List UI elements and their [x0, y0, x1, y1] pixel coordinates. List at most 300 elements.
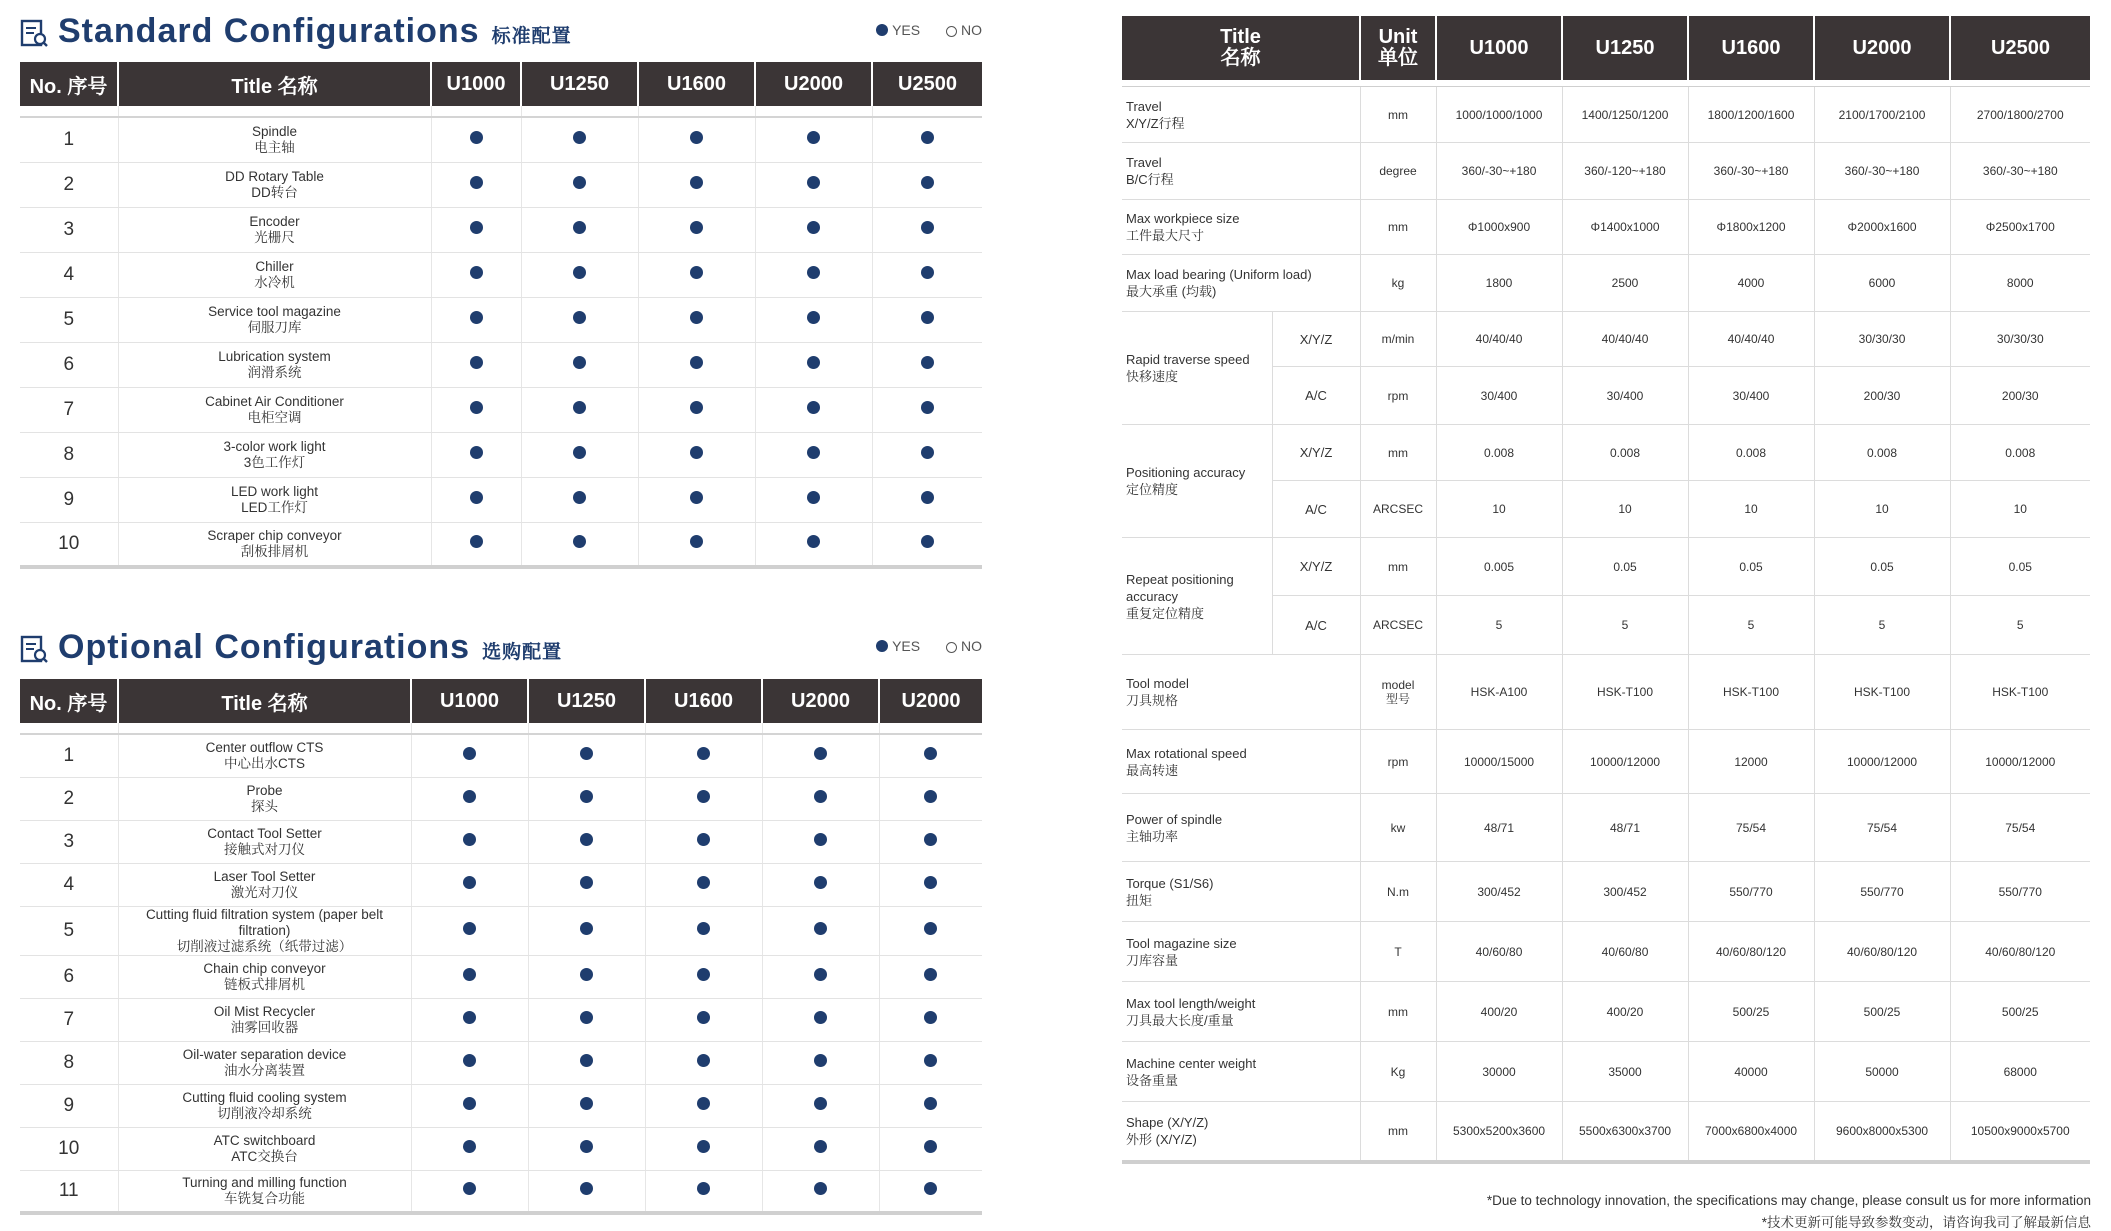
- legend: YES NO: [876, 638, 982, 654]
- yes-dot-icon: [876, 24, 888, 36]
- spec-unit-en: rpm: [1387, 754, 1409, 769]
- title-cn: 切削液过滤系统（纸带过滤）: [176, 938, 353, 954]
- yes-dot-icon: [470, 266, 483, 279]
- row-title: [118, 117, 431, 162]
- title-en: Lubrication system: [218, 348, 331, 364]
- yes-dot-icon: [690, 311, 703, 324]
- spec-value: Φ1800x1200: [1688, 200, 1814, 255]
- yes-dot-icon: [690, 266, 703, 279]
- spec-value: 1400/1250/1200: [1562, 87, 1688, 143]
- availability-cell: [762, 1084, 879, 1127]
- spec-value: 10: [1562, 481, 1688, 538]
- spec-label: [1122, 312, 1272, 425]
- spec-unit: [1360, 143, 1436, 200]
- availability-cell: [645, 777, 762, 820]
- spec-unit-en: N.m: [1387, 884, 1410, 899]
- row-title: [118, 998, 411, 1041]
- yes-dot-icon: [814, 922, 827, 935]
- header-model: U1600: [1688, 16, 1814, 80]
- title-en: LED work light: [230, 483, 319, 499]
- spec-row: [1122, 1042, 2090, 1102]
- spec-unit: [1360, 794, 1436, 862]
- yes-dot-icon: [580, 1140, 593, 1153]
- row-title: [118, 432, 431, 477]
- yes-dot-icon: [470, 401, 483, 414]
- table-row: [20, 1127, 982, 1170]
- yes-dot-icon: [697, 1011, 710, 1024]
- availability-cell: [431, 387, 521, 432]
- title-en: Encoder: [249, 213, 300, 229]
- yes-dot-icon: [814, 1182, 827, 1195]
- yes-dot-icon: [690, 176, 703, 189]
- availability-cell: [528, 1041, 645, 1084]
- table-row: [20, 522, 982, 567]
- yes-dot-icon: [807, 221, 820, 234]
- column-header: U1250: [528, 679, 645, 723]
- yes-dot-icon: [697, 1054, 710, 1067]
- spec-value: 5: [1562, 596, 1688, 655]
- spec-value: 40/40/40: [1688, 312, 1814, 367]
- availability-cell: [521, 162, 638, 207]
- yes-dot-icon: [470, 221, 483, 234]
- row-title: [118, 1127, 411, 1170]
- availability-cell: [638, 387, 755, 432]
- spec-axis: X/Y/Z: [1272, 425, 1360, 481]
- spec-unit: mm: [1360, 538, 1436, 596]
- table-row: [20, 777, 982, 820]
- spec-label-cn: 外形 (X/Y/Z): [1126, 1131, 1197, 1147]
- availability-cell: [762, 820, 879, 863]
- title-cn: 光栅尺: [254, 229, 295, 245]
- title-en: Oil Mist Recycler: [213, 1003, 316, 1019]
- yes-dot-icon: [573, 221, 586, 234]
- title-en: Cutting fluid cooling system: [182, 1089, 347, 1105]
- availability-cell: [645, 906, 762, 955]
- row-title: [118, 477, 431, 522]
- availability-cell: [872, 207, 982, 252]
- spec-value: 500/25: [1950, 982, 2090, 1042]
- column-header: Title 名称: [118, 679, 411, 723]
- spec-label-cn: B/C行程: [1126, 172, 1174, 187]
- availability-cell: [879, 1041, 982, 1084]
- availability-cell: [645, 1084, 762, 1127]
- availability-cell: [879, 1127, 982, 1170]
- yes-dot-icon: [573, 356, 586, 369]
- spec-unit: ARCSEC: [1360, 481, 1436, 538]
- yes-dot-icon: [697, 968, 710, 981]
- spec-unit: [1360, 1042, 1436, 1102]
- availability-cell: [762, 1041, 879, 1084]
- availability-cell: [431, 432, 521, 477]
- row-number: 5: [20, 906, 118, 955]
- yes-dot-icon: [573, 446, 586, 459]
- spec-unit-en: Kg: [1390, 1064, 1406, 1079]
- optional-title: Optional Configurations 选购配置: [58, 628, 563, 666]
- spec-label-en: Max tool length/weight: [1126, 995, 1256, 1011]
- availability-cell: [528, 820, 645, 863]
- title-cn: 3色工作灯: [243, 454, 306, 470]
- spec-value: 550/770: [1814, 862, 1950, 922]
- availability-cell: [755, 297, 872, 342]
- spec-value: 360/-30~+180: [1436, 143, 1562, 200]
- yes-dot-icon: [573, 535, 586, 548]
- title-cn: DD转台: [251, 184, 298, 200]
- optional-config-table: [20, 679, 982, 1215]
- yes-dot-icon: [470, 491, 483, 504]
- spec-label: [1122, 730, 1360, 794]
- spec-label-en: Shape (X/Y/Z): [1126, 1114, 1209, 1130]
- row-title: [118, 1041, 411, 1084]
- spec-value: 300/452: [1562, 862, 1688, 922]
- availability-cell: [411, 998, 528, 1041]
- spec-label-cn: 定位精度: [1126, 482, 1179, 497]
- spec-value: 0.005: [1436, 538, 1562, 596]
- row-number: 1: [20, 117, 118, 162]
- optional-section-header: [20, 626, 982, 672]
- availability-cell: [755, 207, 872, 252]
- spec-value: 75/54: [1688, 794, 1814, 862]
- availability-cell: [638, 522, 755, 567]
- yes-dot-icon: [690, 535, 703, 548]
- spec-value: 40/40/40: [1436, 312, 1562, 367]
- title-cn: 水冷机: [254, 274, 295, 290]
- spec-value: HSK-T100: [1814, 655, 1950, 730]
- title-cn: 车铣复合功能: [224, 1190, 305, 1206]
- row-number: 3: [20, 207, 118, 252]
- availability-cell: [638, 477, 755, 522]
- title-en: Cutting fluid filtration system (paper belt filtration): [145, 906, 384, 938]
- availability-cell: [762, 1170, 879, 1213]
- spec-label-cn: 刀具最大长度/重量: [1126, 1012, 1234, 1028]
- spec-label: [1122, 922, 1360, 982]
- availability-cell: [638, 252, 755, 297]
- header-title: Title 名称: [1122, 16, 1360, 80]
- spec-value: 1800: [1436, 255, 1562, 312]
- spec-value: 10000/15000: [1436, 730, 1562, 794]
- yes-dot-icon: [470, 311, 483, 324]
- spec-value: 0.05: [1562, 538, 1688, 596]
- spec-label-cn: 设备重量: [1126, 1072, 1179, 1088]
- yes-dot-icon: [580, 1097, 593, 1110]
- spec-row: [1122, 655, 2090, 730]
- spec-unit-cn: 型号: [1386, 692, 1411, 706]
- spec-label: [1122, 982, 1360, 1042]
- spec-label: [1122, 200, 1360, 255]
- availability-cell: [645, 1041, 762, 1084]
- spec-value: HSK-T100: [1562, 655, 1688, 730]
- spec-unit: [1360, 862, 1436, 922]
- spec-label-en: Max workpiece size: [1126, 211, 1240, 226]
- document-icon: [20, 18, 48, 48]
- column-header: U1000: [411, 679, 528, 723]
- header-model: U2500: [1950, 16, 2090, 80]
- yes-dot-icon: [580, 1182, 593, 1195]
- spec-value: 0.05: [1688, 538, 1814, 596]
- row-number: 4: [20, 252, 118, 297]
- yes-dot-icon: [807, 266, 820, 279]
- spec-unit: mm: [1360, 425, 1436, 481]
- spec-value: 12000: [1688, 730, 1814, 794]
- spec-value: 0.008: [1814, 425, 1950, 481]
- spec-value: 1000/1000/1000: [1436, 87, 1562, 143]
- availability-cell: [521, 387, 638, 432]
- yes-dot-icon: [924, 1054, 937, 1067]
- yes-dot-icon: [690, 491, 703, 504]
- standard-title: Standard Configurations 标准配置: [58, 12, 572, 50]
- yes-dot-icon: [807, 401, 820, 414]
- yes-dot-icon: [463, 922, 476, 935]
- spec-label-en: Tool model: [1126, 676, 1189, 691]
- yes-dot-icon: [690, 221, 703, 234]
- spec-value: 8000: [1950, 255, 2090, 312]
- yes-dot-icon: [580, 922, 593, 935]
- row-number: 1: [20, 734, 118, 777]
- spec-label-cn: 扭矩: [1126, 892, 1153, 908]
- yes-dot-icon: [921, 311, 934, 324]
- yes-dot-icon: [580, 876, 593, 889]
- spec-value: 50000: [1814, 1042, 1950, 1102]
- availability-cell: [528, 906, 645, 955]
- yes-dot-icon: [690, 401, 703, 414]
- spec-value: 68000: [1950, 1042, 2090, 1102]
- row-title: [118, 1084, 411, 1127]
- header-model: U1000: [1436, 16, 1562, 80]
- no-ring-icon: [946, 642, 957, 653]
- column-header: U1600: [645, 679, 762, 723]
- availability-cell: [755, 432, 872, 477]
- availability-cell: [872, 162, 982, 207]
- availability-cell: [872, 477, 982, 522]
- spec-unit-en: kw: [1390, 820, 1406, 835]
- title-cn: LED工作灯: [241, 499, 308, 515]
- spec-label: [1122, 425, 1272, 538]
- table-row: [20, 297, 982, 342]
- spec-unit: ARCSEC: [1360, 596, 1436, 655]
- yes-dot-icon: [921, 221, 934, 234]
- spec-value: 0.008: [1950, 425, 2090, 481]
- title-cn: 电柜空调: [247, 409, 302, 425]
- table-row: [20, 820, 982, 863]
- title-en: Scraper chip conveyor: [207, 527, 342, 543]
- column-header: U1250: [521, 62, 638, 106]
- spec-value: 40/60/80/120: [1950, 922, 2090, 982]
- availability-cell: [879, 955, 982, 998]
- row-number: 9: [20, 477, 118, 522]
- yes-dot-icon: [573, 491, 586, 504]
- availability-cell: [431, 252, 521, 297]
- availability-cell: [431, 342, 521, 387]
- row-title: [118, 734, 411, 777]
- yes-dot-icon: [807, 356, 820, 369]
- title-cn: 电主轴: [254, 139, 295, 155]
- standard-section-header: [20, 10, 982, 56]
- yes-dot-icon: [463, 1054, 476, 1067]
- yes-dot-icon: [463, 747, 476, 760]
- spec-value: 360/-30~+180: [1814, 143, 1950, 200]
- yes-dot-icon: [580, 968, 593, 981]
- footnote-cn: *技术更新可能导致参数变动，请咨询我司了解最新信息: [1761, 1215, 2091, 1230]
- row-title: [118, 162, 431, 207]
- yes-dot-icon: [463, 1097, 476, 1110]
- spec-value: 30/400: [1562, 367, 1688, 425]
- availability-cell: [528, 1170, 645, 1213]
- spec-value: 30/30/30: [1950, 312, 2090, 367]
- yes-dot-icon: [697, 1097, 710, 1110]
- availability-cell: [431, 117, 521, 162]
- spec-value: 200/30: [1950, 367, 2090, 425]
- availability-cell: [762, 906, 879, 955]
- spec-axis: A/C: [1272, 481, 1360, 538]
- availability-cell: [645, 820, 762, 863]
- availability-cell: [879, 1170, 982, 1213]
- spec-value: 10: [1950, 481, 2090, 538]
- yes-dot-icon: [463, 876, 476, 889]
- availability-cell: [755, 162, 872, 207]
- spec-unit-en: model: [1381, 678, 1415, 692]
- spec-value: Φ2000x1600: [1814, 200, 1950, 255]
- availability-cell: [431, 162, 521, 207]
- availability-cell: [872, 252, 982, 297]
- yes-dot-icon: [814, 876, 827, 889]
- spec-value: 5: [1950, 596, 2090, 655]
- yes-dot-icon: [580, 1011, 593, 1024]
- column-header: U2000: [755, 62, 872, 106]
- spec-value: 2700/1800/2700: [1950, 87, 2090, 143]
- spec-value: 30/400: [1436, 367, 1562, 425]
- spec-unit: m/min: [1360, 312, 1436, 367]
- table-row: [20, 1084, 982, 1127]
- yes-dot-icon: [580, 790, 593, 803]
- spec-label-en: Repeat positioning accuracy: [1126, 571, 1234, 604]
- title-cn: 激光对刀仪: [230, 884, 299, 900]
- availability-cell: [431, 522, 521, 567]
- spec-value: 10000/12000: [1950, 730, 2090, 794]
- title-cn: 油雾回收器: [230, 1019, 299, 1035]
- yes-dot-icon: [573, 176, 586, 189]
- spec-row: [1122, 255, 2090, 312]
- yes-dot-icon: [921, 266, 934, 279]
- header-model: U2000: [1814, 16, 1950, 80]
- availability-cell: [528, 955, 645, 998]
- availability-cell: [521, 297, 638, 342]
- spec-value: 360/-120~+180: [1562, 143, 1688, 200]
- title-en: 3-color work light: [223, 438, 326, 454]
- availability-cell: [879, 777, 982, 820]
- yes-dot-icon: [697, 747, 710, 760]
- table-row: [20, 734, 982, 777]
- spec-label: [1122, 655, 1360, 730]
- table-row: [20, 906, 982, 955]
- row-number: 7: [20, 998, 118, 1041]
- title-en: Spindle: [251, 123, 298, 139]
- yes-dot-icon: [697, 1182, 710, 1195]
- table-row: [20, 1041, 982, 1084]
- yes-dot-icon: [807, 131, 820, 144]
- table-row: [20, 207, 982, 252]
- spec-unit-en: mm: [1388, 220, 1409, 234]
- spec-row: [1122, 312, 2090, 367]
- spec-value: 360/-30~+180: [1950, 143, 2090, 200]
- table-row: [20, 998, 982, 1041]
- spec-value: 10500x9000x5700: [1950, 1102, 2090, 1162]
- header-unit: Unit 单位: [1360, 16, 1436, 80]
- spec-value: 5300x5200x3600: [1436, 1102, 1562, 1162]
- table-row: [20, 432, 982, 477]
- availability-cell: [645, 1127, 762, 1170]
- column-header: No. 序号: [20, 679, 118, 723]
- row-number: 10: [20, 1127, 118, 1170]
- table-row: [20, 955, 982, 998]
- yes-dot-icon: [463, 1140, 476, 1153]
- title-cn: 切削液冷却系统: [217, 1105, 312, 1121]
- availability-cell: [755, 342, 872, 387]
- yes-dot-icon: [807, 491, 820, 504]
- availability-cell: [762, 734, 879, 777]
- spec-value: HSK-T100: [1688, 655, 1814, 730]
- row-number: 6: [20, 342, 118, 387]
- spec-row: [1122, 425, 2090, 481]
- availability-cell: [755, 387, 872, 432]
- yes-dot-icon: [924, 968, 937, 981]
- spec-unit: [1360, 982, 1436, 1042]
- spec-label: [1122, 87, 1360, 143]
- spec-value: 35000: [1562, 1042, 1688, 1102]
- spec-value: 360/-30~+180: [1688, 143, 1814, 200]
- availability-cell: [879, 1084, 982, 1127]
- availability-cell: [872, 387, 982, 432]
- spec-label: [1122, 1102, 1360, 1162]
- yes-dot-icon: [580, 1054, 593, 1067]
- availability-cell: [411, 955, 528, 998]
- spec-value: 48/71: [1562, 794, 1688, 862]
- spec-value: 10: [1436, 481, 1562, 538]
- column-header: U2500: [872, 62, 982, 106]
- yes-dot-icon: [470, 535, 483, 548]
- spec-value: Φ1000x900: [1436, 200, 1562, 255]
- availability-cell: [645, 734, 762, 777]
- spec-unit-en: mm: [1388, 107, 1409, 122]
- availability-cell: [528, 734, 645, 777]
- spec-value: 0.008: [1562, 425, 1688, 481]
- spec-row: [1122, 730, 2090, 794]
- row-number: 8: [20, 1041, 118, 1084]
- row-number: 6: [20, 955, 118, 998]
- availability-cell: [872, 522, 982, 567]
- yes-dot-icon: [924, 1097, 937, 1110]
- row-number: 2: [20, 777, 118, 820]
- row-number: 10: [20, 522, 118, 567]
- yes-dot-icon: [573, 401, 586, 414]
- availability-cell: [879, 906, 982, 955]
- spec-value: 0.008: [1436, 425, 1562, 481]
- yes-dot-icon: [924, 833, 937, 846]
- title-cn: 刮板排屑机: [240, 543, 309, 559]
- title-en: Cabinet Air Conditioner: [205, 393, 344, 409]
- availability-cell: [645, 955, 762, 998]
- spec-axis: A/C: [1272, 367, 1360, 425]
- spec-value: 300/452: [1436, 862, 1562, 922]
- yes-dot-icon: [814, 1140, 827, 1153]
- availability-cell: [521, 342, 638, 387]
- spec-unit: [1360, 87, 1436, 143]
- spec-row: [1122, 862, 2090, 922]
- spec-label: [1122, 143, 1360, 200]
- column-header: U2000: [879, 679, 982, 723]
- yes-dot-icon: [921, 446, 934, 459]
- spec-value: 5: [1688, 596, 1814, 655]
- spec-value: 30000: [1436, 1042, 1562, 1102]
- yes-dot-icon: [924, 747, 937, 760]
